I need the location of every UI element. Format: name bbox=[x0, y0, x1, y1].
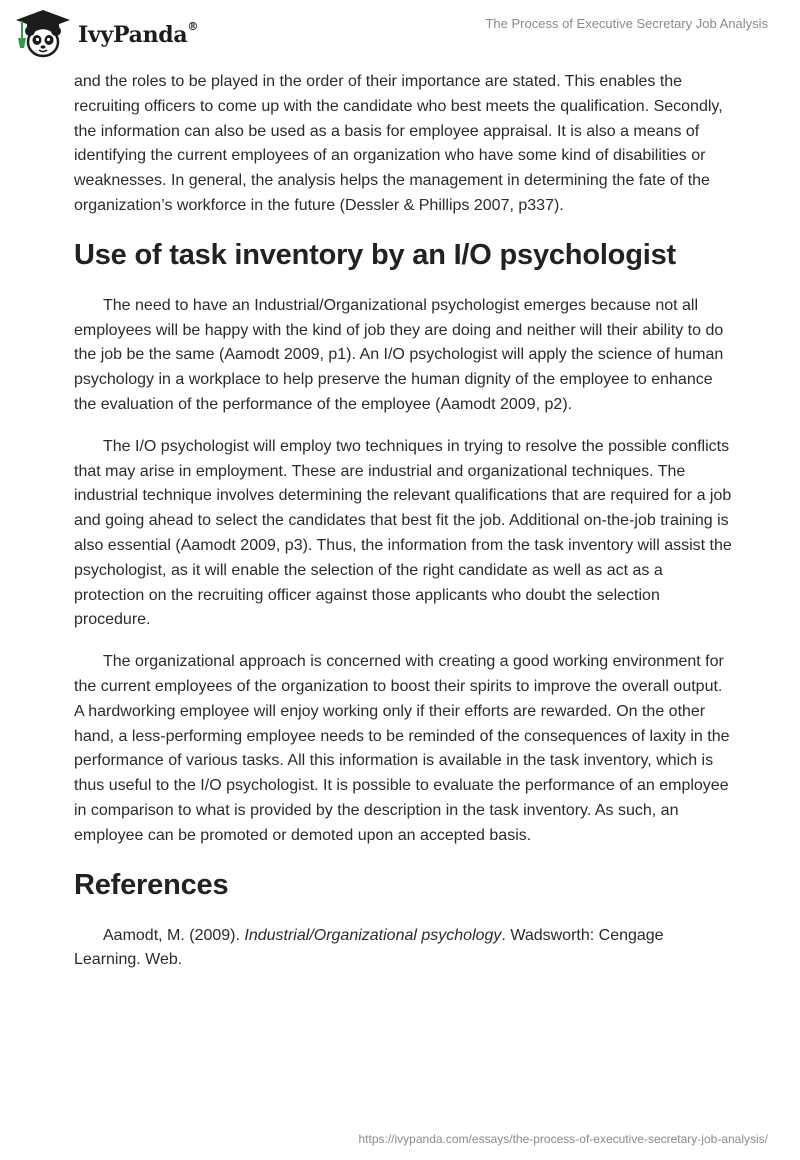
ivypanda-logo[interactable] bbox=[14, 8, 199, 60]
essay-content bbox=[74, 70, 734, 973]
reference-title: Industrial/Organizational psychology bbox=[244, 926, 502, 944]
references-heading: References bbox=[74, 868, 229, 901]
registered-mark: ® bbox=[187, 20, 199, 33]
page-header bbox=[0, 0, 800, 66]
brand-name: IvyPanda® bbox=[78, 20, 199, 48]
intro-paragraph: and the roles to be played in the order of their importance are stated. This enables the recruiting officers to come up with the candidate who best meets the qualification. Secondly, the information can also be used as a basis for employee appraisal. It is also a means of identifying the current employees of an organization who have some kind of disabilities or weaknesses. In general, the analysis helps the management in determining the fate of the organization’s workforce in the future (Dessler & Phillips 2007, p337). bbox=[74, 73, 723, 214]
body-paragraph: The I/O psychologist will employ two techniques in trying to resolve the possible conflicts that may arise in employment. These are industrial and organizational techniques. The industrial technique involves determining the relevant qualifications that are required for a job and going ahead to select the candidates that best fit the job. Additional on-the-job training is also essential (Aamodt 2009, p3). Thus, the information from the task inventory will assist the psychologist, as it will enable the selection of the right candidate as well as act as a protection on the recruiting officer against those applicants who doubt the selection procedure. bbox=[74, 437, 732, 629]
body-paragraph: The organizational approach is concerned with creating a good working environment for the current employees of the organization to boost their spirits to improve the overall output. A hardworking employee will enjoy working only if their efforts are rewarded. On the other hand, a less-performing employee needs to be reminded of the consequences of laxity in the performance of various tasks. All this information is available in the task inventory, which is thus useful to the I/O psychologist. It is possible to evaluate the performance of an employee in comparison to what is provided by the description in the task inventory. As such, an employee can be promoted or demoted upon an accepted basis. bbox=[74, 653, 730, 844]
section-heading: Use of task inventory by an I/O psychologist bbox=[74, 238, 676, 271]
panda-graduate-icon bbox=[14, 8, 72, 60]
reference-publisher: . Wadsworth: Cengage Learning. Web. bbox=[74, 926, 664, 969]
body-paragraph: The need to have an Industrial/Organizational psychologist emerges because not all employees will be happy with the kind of job they are doing and neither will their ability to do the job be the same (Aamodt 2009, p1). An I/O psychologist will apply the science of human psychology in a workplace to help preserve the human dignity of the employee to enhance the evaluation of the performance of the employee (Aamodt 2009, p2). bbox=[74, 296, 724, 413]
reference-entry bbox=[74, 924, 734, 974]
reference-author-year: Aamodt, M. (2009). bbox=[103, 926, 245, 944]
document-title: The Process of Executive Secretary Job Analysis bbox=[485, 16, 768, 31]
source-url-link[interactable]: https://ivypanda.com/essays/the-process-of-executive-secretary-job-analysis/ bbox=[358, 1132, 768, 1146]
